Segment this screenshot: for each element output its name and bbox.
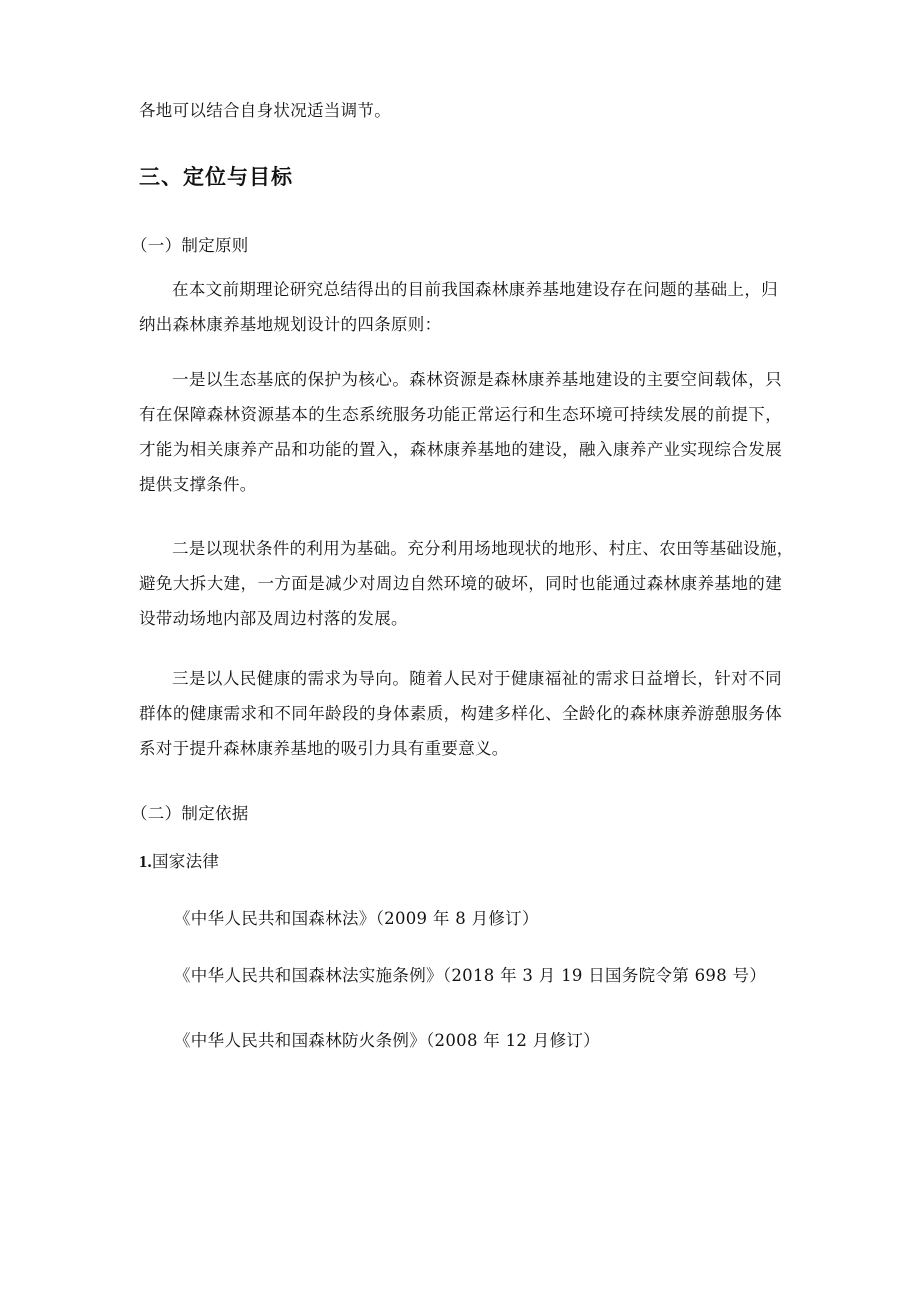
paragraph-line: 提供支撑条件。: [139, 475, 257, 494]
law-item: 《中华人民共和国森林法》（2009 年 8 月修订）: [174, 909, 539, 928]
subsection-title-principles: （一）制定原则: [131, 236, 249, 255]
paragraph-line: 一是以生态基底的保护为核心。森林资源是森林康养基地建设的主要空间载体，只: [172, 370, 782, 389]
paragraph-line: 在本文前期理论研究总结得出的目前我国森林康养基地建设存在问题的基础上，归: [172, 280, 778, 299]
law-item: 《中华人民共和国森林防火条例》（2008 年 12 月修订）: [174, 1031, 600, 1050]
paragraph-line: 设带动场地内部及周边村落的发展。: [139, 609, 408, 628]
paragraph-line: 三是以人民健康的需求为导向。随着人民对于健康福祉的需求日益增长，针对不同: [172, 669, 782, 688]
subsection-title-basis: （二）制定依据: [131, 804, 249, 823]
paragraph-line: 纳出森林康养基地规划设计的四条原则：: [139, 315, 442, 334]
paragraph-line: 才能为相关康养产品和功能的置入，森林康养基地的建设，融入康养产业实现综合发展: [139, 440, 782, 459]
paragraph-line: 有在保障森林资源基本的生态系统服务功能正常运行和生态环境可持续发展的前提下，: [139, 405, 782, 424]
intro-line: 各地可以结合自身状况适当调节。: [139, 101, 391, 120]
paragraph-line: 群体的健康需求和不同年龄段的身体素质，构建多样化、全龄化的森林康养游憩服务体: [139, 704, 782, 723]
paragraph-line: 避免大拆大建，一方面是减少对周边自然环境的破坏，同时也能通过森林康养基地的建: [139, 574, 782, 593]
law-heading-number: 1.: [139, 852, 152, 871]
law-item: 《中华人民共和国森林法实施条例》（2018 年 3 月 19 日国务院令第 698 号）: [174, 966, 767, 985]
paragraph-line: 系对于提升森林康养基地的吸引力具有重要意义。: [139, 739, 509, 758]
section-heading: 三、定位与目标: [139, 165, 293, 189]
paragraph-line: 二是以现状条件的利用为基础。充分利用场地现状的地形、村庄、农田等基础设施，: [172, 539, 794, 558]
law-heading: [139, 852, 219, 872]
law-heading-text: 国家法律: [151, 852, 220, 871]
